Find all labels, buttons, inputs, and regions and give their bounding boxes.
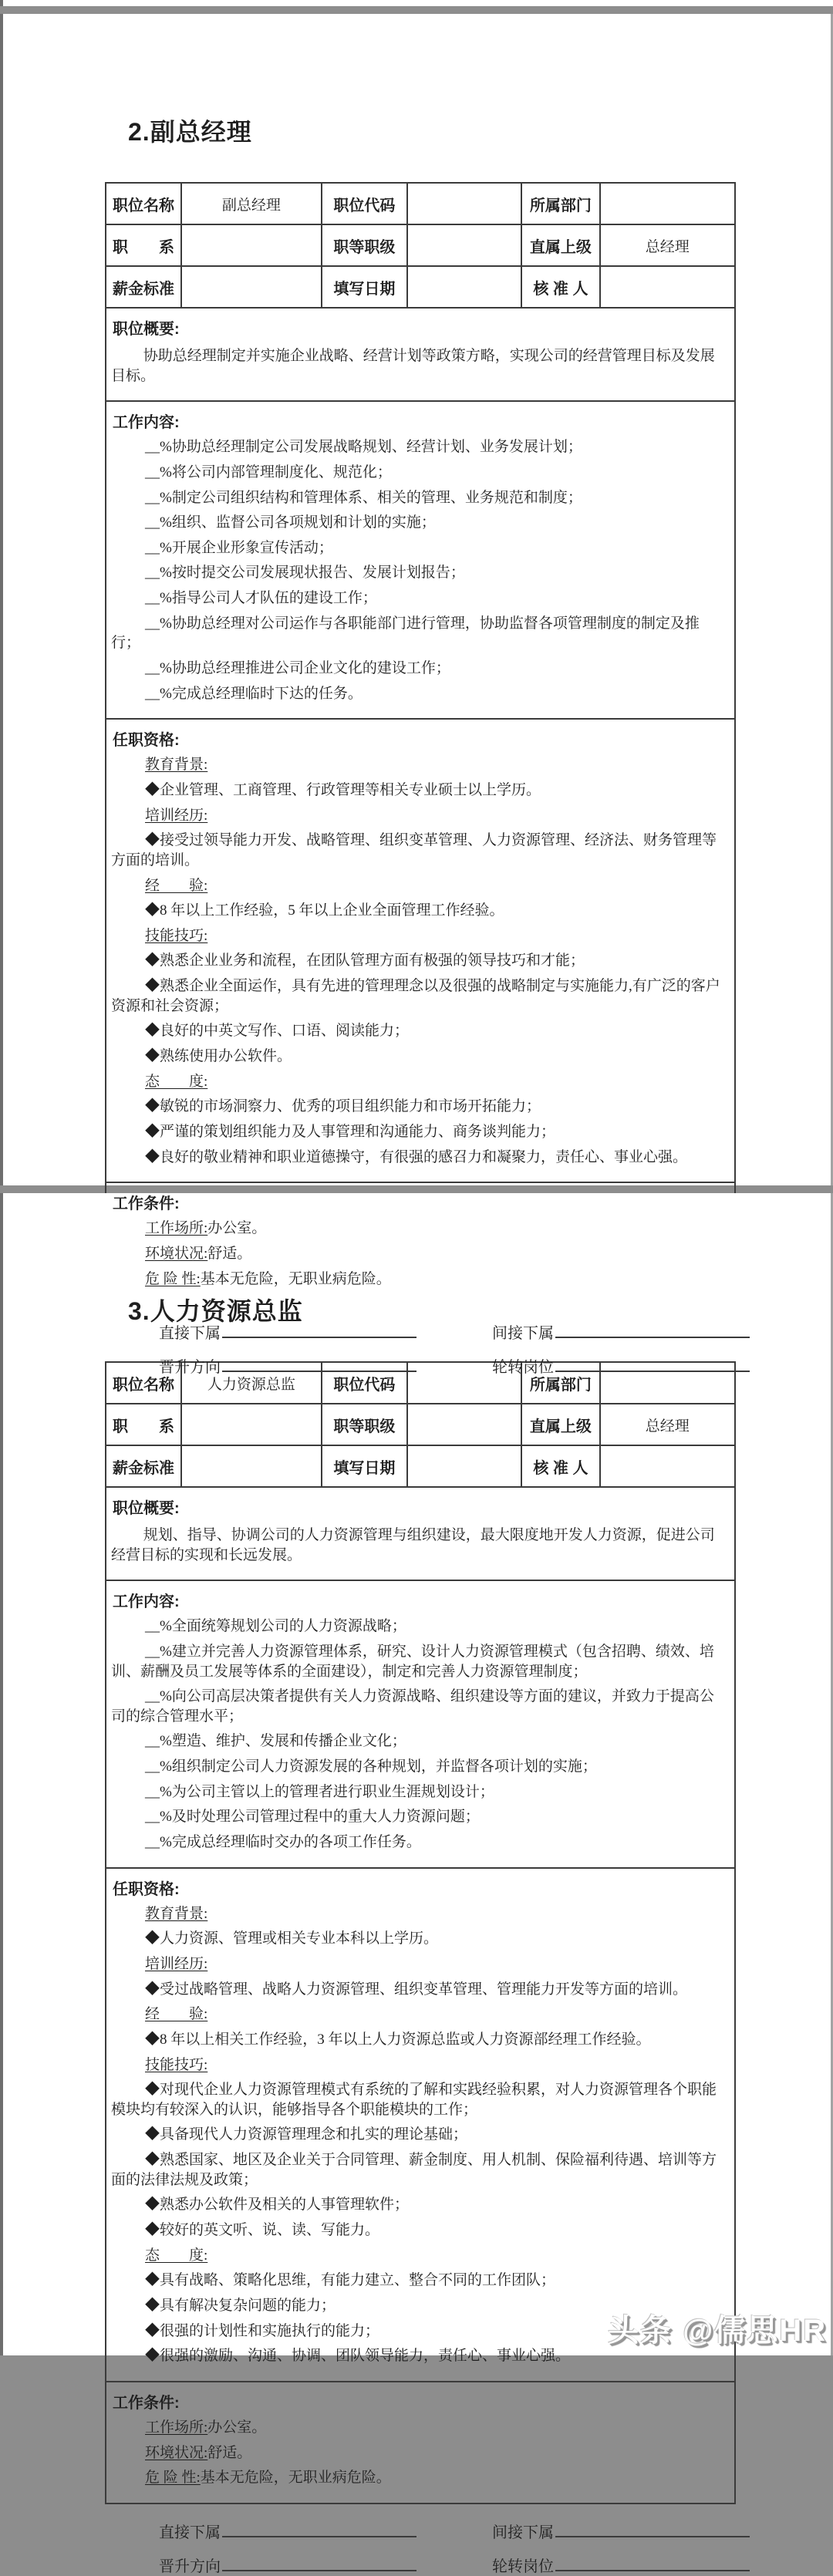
duty-item: __%协助总经理对公司运作与各职能部门进行管理，协助监督各项管理制度的制定及推行； xyxy=(111,615,700,652)
info-value: 总经理 xyxy=(600,224,736,266)
footer-label: 轮转岗位 xyxy=(492,2557,554,2575)
info-value xyxy=(407,1445,522,1487)
info-value xyxy=(600,1445,736,1487)
position-info-table xyxy=(105,182,736,309)
footer-field xyxy=(492,2520,822,2542)
duty-item: __%向公司高层决策者提供有关人力资源战略、组织建设等方面的建议，并致力于提高公司的综合管理水平； xyxy=(111,1688,714,1725)
footer-label: 轮转岗位 xyxy=(492,1359,554,1377)
footer-field xyxy=(159,2520,489,2542)
info-value xyxy=(407,183,522,224)
page-1-content xyxy=(105,14,736,1377)
qualification-subheading: 态 度: xyxy=(145,2247,208,2264)
condition-label: 环境状况: xyxy=(145,1245,208,1262)
qualification-item: ◆熟悉企业全面运作，具有先进的管理理念以及很强的战略制定与实施能力,有广泛的客户资源和社会资源； xyxy=(111,978,720,1014)
duty-item: __%完成总经理临时交办的各项工作任务。 xyxy=(145,1834,421,1851)
duties-section xyxy=(105,400,736,720)
qualification-item: ◆接受过领导能力开发、战略管理、组织变革管理、人力资源管理、经济法、财务管理等方面的培训。 xyxy=(111,832,717,868)
qualification-item: ◆敏锐的市场洞察力、优秀的项目组织能力和市场开拓能力； xyxy=(145,1098,541,1115)
duty-item: __%及时处理公司管理过程中的重大人力资源问题； xyxy=(145,1809,480,1826)
qualification-item: ◆很强的激励、沟通、协调、团队领导能力，责任心、事业心强。 xyxy=(145,2348,571,2365)
watermark-text: 头条 @儒思HR xyxy=(608,2314,827,2348)
qualification-subheading: 培训经历: xyxy=(145,1955,208,1972)
qualification-subheading: 教育背景: xyxy=(145,1905,208,1922)
section-heading: 工作条件: xyxy=(113,1195,180,1213)
qualification-subheading: 教育背景: xyxy=(145,757,208,774)
info-label: 职位代码 xyxy=(322,1362,407,1404)
duty-item: __%开展企业形象宣传活动； xyxy=(145,539,333,556)
fill-in-line xyxy=(222,2556,416,2571)
info-label: 职位代码 xyxy=(322,183,407,224)
duty-item: __%协助总经理制定公司发展战略规划、经营计划、业务发展计划； xyxy=(145,439,582,456)
fill-in-line xyxy=(222,2522,416,2537)
info-label: 职 系 xyxy=(106,224,181,266)
qualifications-section xyxy=(105,1867,736,2382)
condition-text: 舒适。 xyxy=(207,2444,252,2461)
section-heading: 任职资格: xyxy=(113,1880,180,1898)
qualification-item: ◆具有战略、策略化思维，有能力建立、整合不同的工作团队； xyxy=(145,2272,556,2289)
info-label: 填写日期 xyxy=(322,266,407,308)
info-label: 薪金标准 xyxy=(106,266,181,308)
conditions-section xyxy=(105,2381,736,2504)
condition-text: 基本无危险，无职业病危险。 xyxy=(200,1270,391,1287)
info-label: 核 准 人 xyxy=(521,266,599,308)
footer-label: 直接下属 xyxy=(159,2524,221,2541)
duties-list xyxy=(111,437,728,703)
footer-label: 间接下属 xyxy=(492,1325,554,1343)
footer-row xyxy=(159,2520,736,2542)
footer-label: 直接下属 xyxy=(159,1325,221,1343)
info-label: 所属部门 xyxy=(521,1362,599,1404)
info-value xyxy=(181,1404,322,1445)
footer-label: 晋升方向 xyxy=(159,1359,221,1377)
fill-in-line xyxy=(555,1323,750,1338)
page-2-content xyxy=(105,1193,736,2576)
fill-in-line xyxy=(555,2556,750,2571)
qualification-item: ◆很强的计划性和实施执行的能力； xyxy=(145,2322,380,2339)
info-label: 职等职级 xyxy=(322,1404,407,1445)
summary-section xyxy=(105,307,736,402)
qualification-subheading: 态 度: xyxy=(145,1073,208,1090)
condition-label: 危 险 性: xyxy=(145,1270,201,1287)
condition-label: 工作场所: xyxy=(145,1220,208,1237)
fill-in-line xyxy=(222,1357,416,1372)
qualification-item: ◆熟悉企业业务和流程，在团队管理方面有极强的领导技巧和才能； xyxy=(145,953,585,969)
summary-text: 规划、指导、协调公司的人力资源管理与组织建设，最大限度地开发人力资源，促进公司经营目标的实现和长远发展。 xyxy=(111,1527,715,1563)
info-table-row xyxy=(106,183,735,224)
qualification-group xyxy=(111,1072,728,1168)
info-label: 职位名称 xyxy=(106,183,181,224)
fill-in-line xyxy=(555,1357,750,1372)
qualifications-section xyxy=(105,718,736,1183)
page-title: 2.副总经理 xyxy=(128,118,252,146)
condition-item xyxy=(111,2443,728,2463)
footer-field xyxy=(492,1320,822,1343)
duty-item: __%指导公司人才队伍的建设工作； xyxy=(145,590,377,607)
duty-item: __%完成总经理临时下达的任务。 xyxy=(145,685,363,702)
position-info-table xyxy=(105,1361,736,1488)
section-heading: 工作内容: xyxy=(113,414,180,432)
duty-item: __%塑造、维护、发展和传播企业文化； xyxy=(145,1733,406,1750)
qualification-item: ◆8 年以上工作经验，5 年以上企业全面管理工作经验。 xyxy=(145,902,504,919)
duties-section xyxy=(105,1580,736,1868)
qualification-item: ◆熟悉办公软件及相关的人事管理软件； xyxy=(145,2197,410,2214)
info-value xyxy=(407,224,522,266)
qualification-item: ◆严谨的策划组织能力及人事管理和沟通能力、商务谈判能力； xyxy=(145,1123,556,1140)
section-heading: 工作内容: xyxy=(113,1593,180,1611)
duty-item: __%协助总经理推进公司企业文化的建设工作； xyxy=(145,660,450,677)
info-value xyxy=(407,266,522,308)
qualification-item: ◆人力资源、管理或相关专业本科以上学历。 xyxy=(145,1930,439,1947)
info-table-row xyxy=(106,1445,735,1487)
info-label: 直属上级 xyxy=(521,1404,599,1445)
fill-in-footer xyxy=(159,2520,736,2576)
condition-text: 办公室。 xyxy=(207,1220,267,1237)
qualification-group xyxy=(111,755,728,800)
duties-list xyxy=(111,1617,728,1852)
qualification-subheading: 经 验: xyxy=(145,877,208,894)
qualification-item: ◆具备现代人力资源管理理念和扎实的理论基础； xyxy=(145,2126,468,2143)
info-table-row xyxy=(106,266,735,308)
info-label: 直属上级 xyxy=(521,224,599,266)
qualification-group xyxy=(111,2055,728,2241)
qualification-item: ◆熟练使用办公软件。 xyxy=(145,1048,292,1065)
info-value: 总经理 xyxy=(600,1404,736,1445)
qualification-group xyxy=(111,926,728,1067)
qualification-subheading: 技能技巧: xyxy=(145,2056,208,2073)
section-heading: 职位概要: xyxy=(113,321,180,338)
qualification-item: ◆8 年以上相关工作经验，3 年以上人力资源总监或人力资源部经理工作经验。 xyxy=(145,2031,651,2048)
footer-label: 间接下属 xyxy=(492,2524,554,2541)
qualification-group xyxy=(111,1904,728,1949)
qualification-group xyxy=(111,2004,728,2049)
condition-label: 危 险 性: xyxy=(145,2470,201,2487)
qualification-item: ◆受过战略管理、战略人力资源管理、组织变革管理、管理能力开发等方面的培训。 xyxy=(145,1981,688,1998)
duty-item: __%将公司内部管理制度化、规范化； xyxy=(145,464,392,480)
info-value xyxy=(600,183,736,224)
section-heading: 工作条件: xyxy=(113,2394,180,2412)
duty-item: __%按时提交公司发展现状报告、发展计划报告； xyxy=(145,565,465,582)
condition-label: 环境状况: xyxy=(145,2444,208,2461)
duty-item: __%为公司主管以上的管理者进行职业生涯规划设计； xyxy=(145,1783,494,1800)
duty-item: __%组织制定公司人力资源发展的各种规划，并监督各项计划的实施； xyxy=(145,1758,597,1775)
condition-text: 基本无危险，无职业病危险。 xyxy=(200,2470,391,2487)
section-heading: 职位概要: xyxy=(113,1500,180,1517)
info-label: 职 系 xyxy=(106,1404,181,1445)
footer-row xyxy=(159,2554,736,2576)
info-value xyxy=(600,266,736,308)
condition-text: 办公室。 xyxy=(207,2419,267,2436)
info-value: 副总经理 xyxy=(181,183,322,224)
qualification-subheading: 技能技巧: xyxy=(145,927,208,944)
info-value: 人力资源总监 xyxy=(181,1362,322,1404)
info-label: 所属部门 xyxy=(521,183,599,224)
duty-item: __%制定公司组织结构和管理体系、相关的管理、业务规范和制度； xyxy=(145,489,582,506)
qualification-group xyxy=(111,1954,728,1999)
summary-text: 协助总经理制定并实施企业战略、经营计划等政策方略，实现公司的经营管理目标及发展目标。 xyxy=(111,348,715,384)
qualification-item: ◆较好的英文听、说、读、写能力。 xyxy=(145,2222,380,2239)
qualification-item: ◆企业管理、工商管理、行政管理等相关专业硕士以上学历。 xyxy=(145,781,541,798)
info-label: 职位名称 xyxy=(106,1362,181,1404)
info-table-row xyxy=(106,1404,735,1445)
info-label: 职等职级 xyxy=(322,224,407,266)
qualification-item: ◆良好的中英文写作、口语、阅读能力； xyxy=(145,1023,410,1040)
footer-label: 晋升方向 xyxy=(159,2557,221,2575)
qualification-subheading: 经 验: xyxy=(145,2006,208,2023)
conditions-list xyxy=(111,2418,728,2488)
summary-section xyxy=(105,1486,736,1581)
info-label: 填写日期 xyxy=(322,1445,407,1487)
duty-item: __%建立并完善人力资源管理体系，研究、设计人力资源管理模式（包含招聘、绩效、培训、薪酬及员工发展等体系的全面建设），制定和完善人力资源管理制度； xyxy=(111,1643,714,1680)
condition-label: 工作场所: xyxy=(145,2419,208,2436)
fill-in-line xyxy=(555,2522,750,2537)
info-value xyxy=(181,224,322,266)
info-value xyxy=(407,1404,522,1445)
info-label: 薪金标准 xyxy=(106,1445,181,1487)
qualification-item: ◆熟悉国家、地区及企业关于合同管理、薪金制度、用人机制、保险福利待遇、培训等方面的法律法规及政策； xyxy=(111,2152,717,2188)
condition-text: 舒适。 xyxy=(207,1245,252,1262)
duty-item: __%全面统筹规划公司的人力资源战略； xyxy=(145,1618,406,1635)
qualification-item: ◆对现代企业人力资源管理模式有系统的了解和实践经验积累，对人力资源管理各个职能模块均有较深入的认识，能够指导各个职能模块的工作； xyxy=(111,2082,717,2118)
qualification-group xyxy=(111,876,728,921)
qualification-item: ◆具有解决复杂问题的能力； xyxy=(145,2297,336,2314)
top-page-edge xyxy=(0,0,833,6)
qualification-subheading: 培训经历: xyxy=(145,807,208,824)
info-value xyxy=(181,266,322,308)
footer-field xyxy=(159,2554,489,2576)
condition-item xyxy=(111,2418,728,2438)
duty-item: __%组织、监督公司各项规划和计划的实施； xyxy=(145,514,436,531)
footer-field xyxy=(492,2554,822,2576)
condition-item xyxy=(111,2468,728,2488)
qualification-item: ◆良好的敬业精神和职业道德操守，有很强的感召力和凝聚力，责任心、事业心强。 xyxy=(145,1148,688,1165)
info-table-row xyxy=(106,224,735,266)
info-value xyxy=(181,1445,322,1487)
qualification-group xyxy=(111,806,728,871)
section-heading: 任职资格: xyxy=(113,732,180,750)
info-label: 核 准 人 xyxy=(521,1445,599,1487)
page-title: 3.人力资源总监 xyxy=(128,1297,303,1325)
